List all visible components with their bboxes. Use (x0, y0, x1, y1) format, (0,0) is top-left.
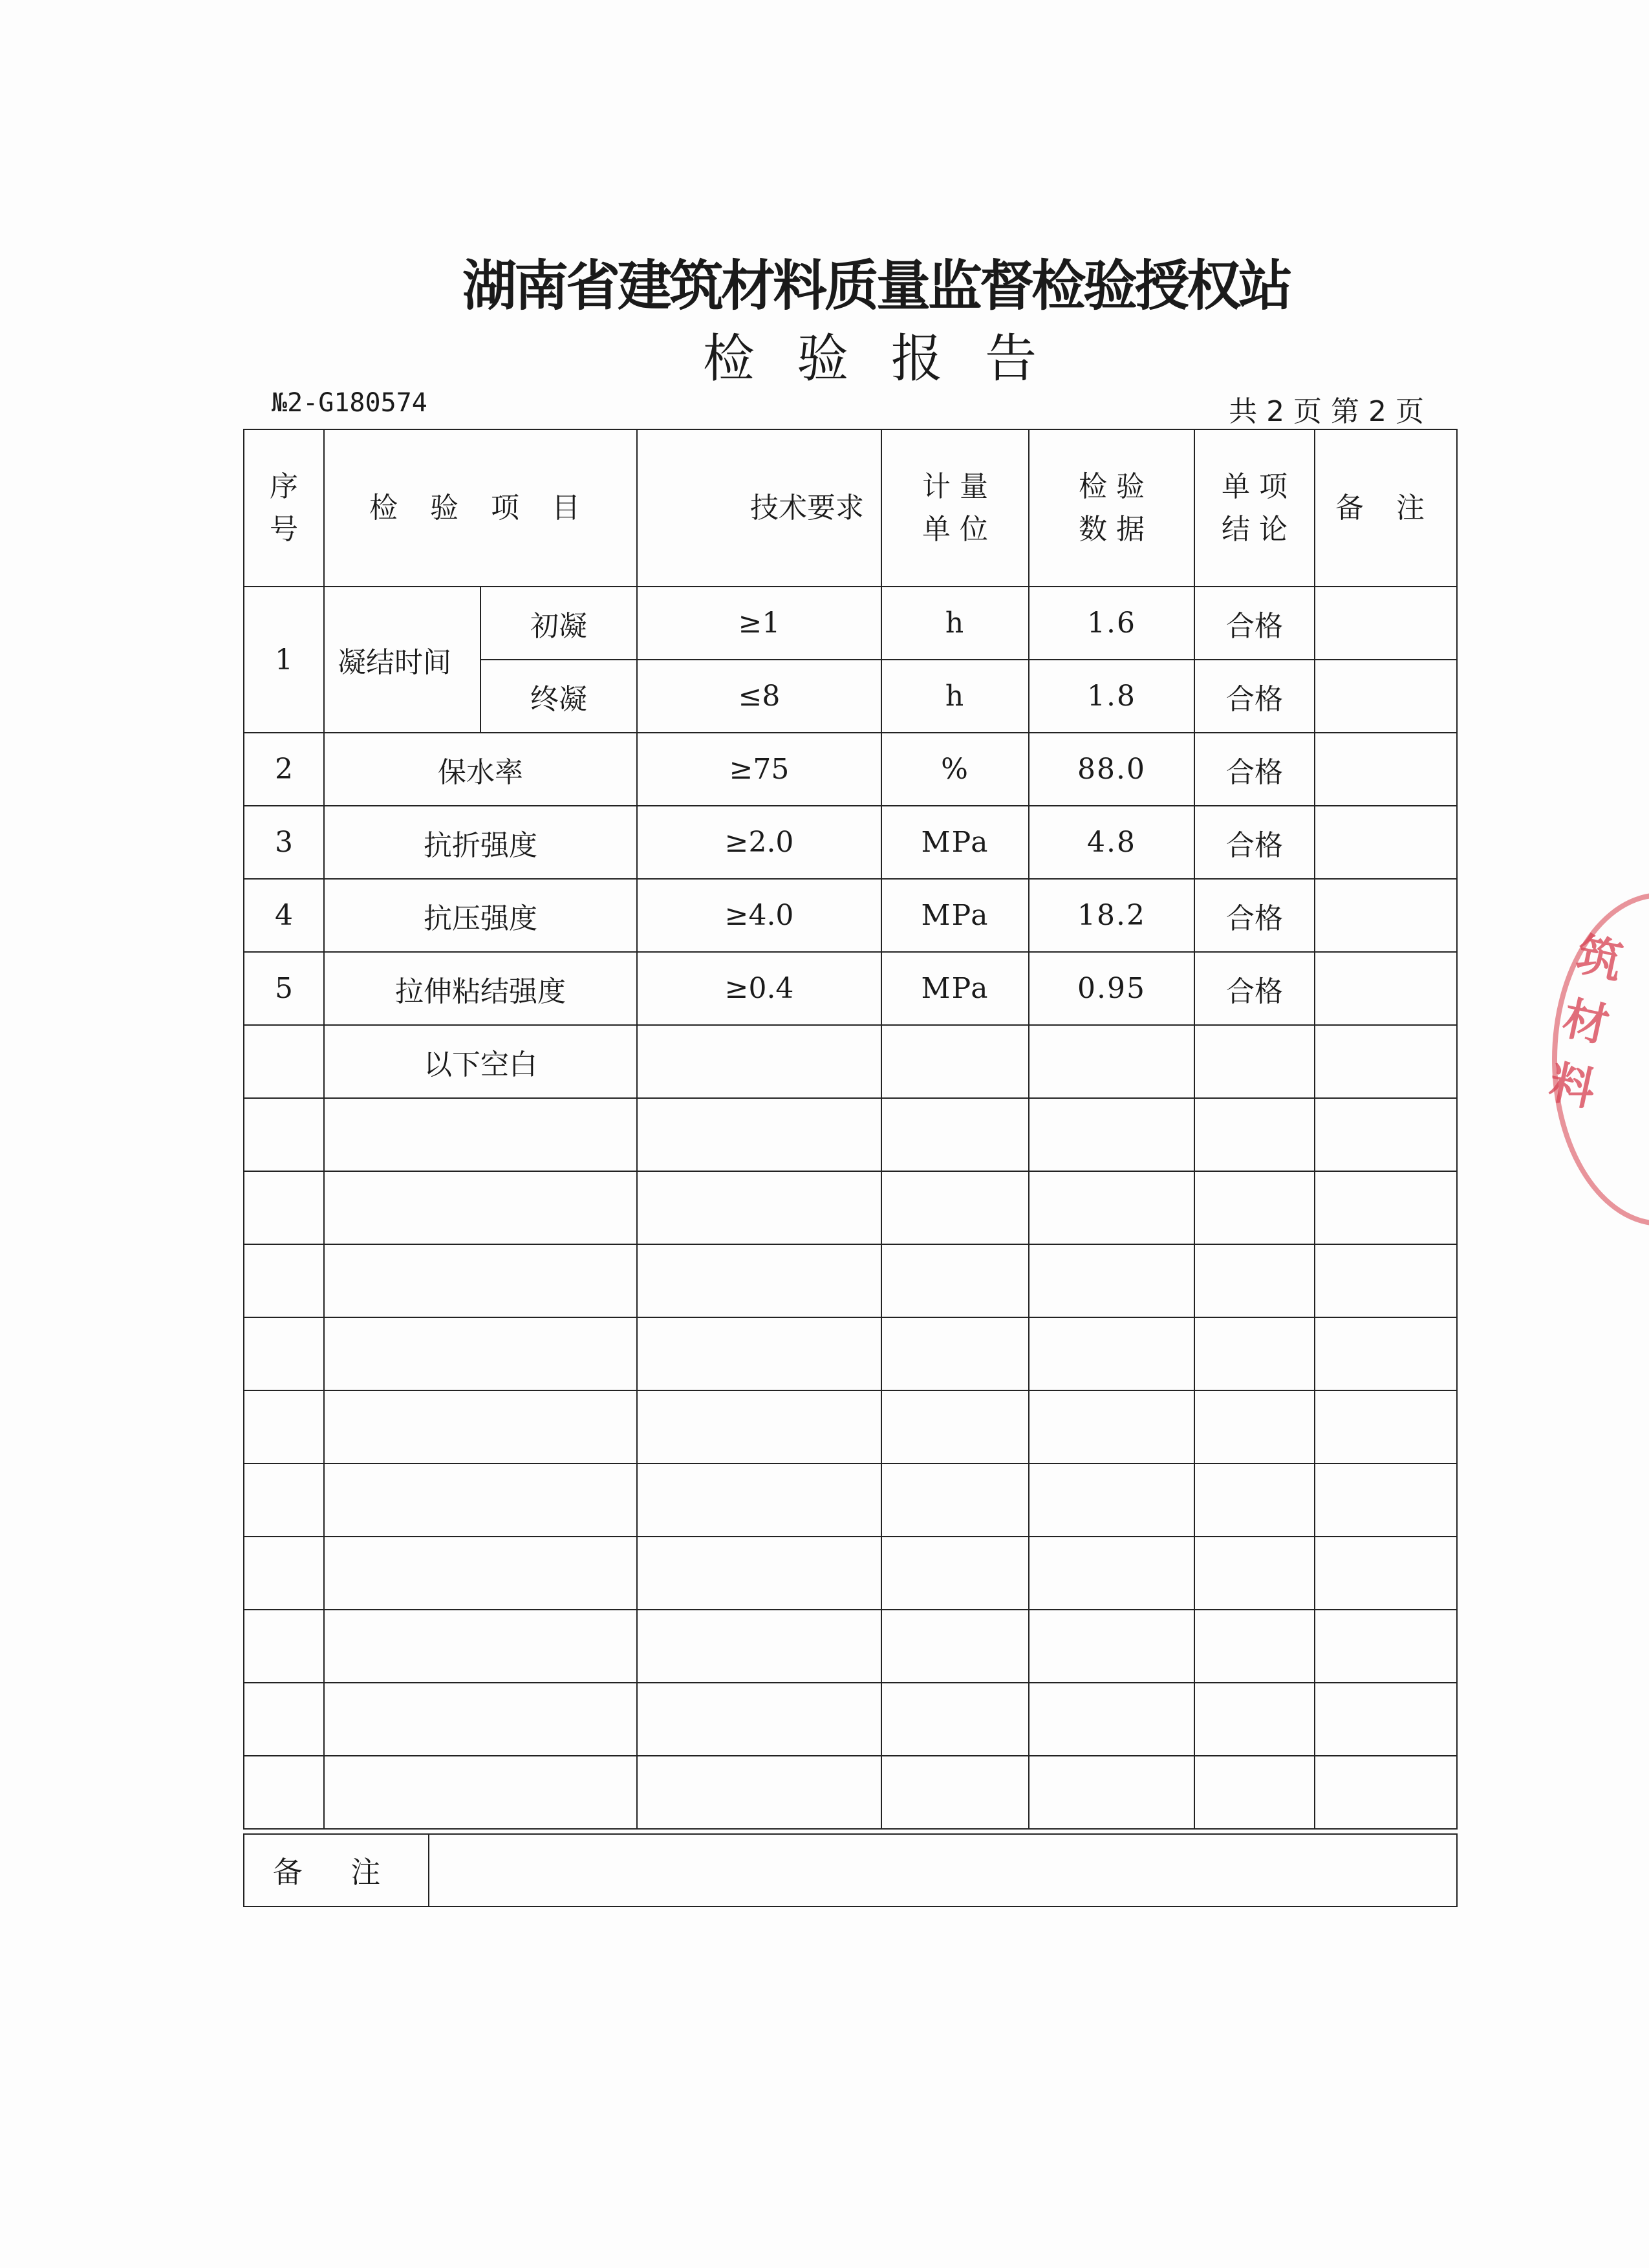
value-cell: 1.8 (1029, 660, 1194, 733)
table-row (244, 733, 1457, 806)
empty-row (244, 1390, 1457, 1463)
seq-cell: 5 (244, 952, 324, 1025)
header-row (244, 429, 1457, 587)
group-name-cell: 凝结时间 (324, 587, 480, 733)
note-cell (1315, 806, 1457, 879)
unit-cell: % (881, 733, 1029, 806)
note-cell (1315, 1025, 1457, 1098)
report-title: 检 验 报 告 (702, 329, 1050, 389)
col-header-note: 备 注 (1315, 429, 1457, 587)
result-cell: 合格 (1194, 879, 1315, 952)
requirement-cell: ≥75 (637, 733, 881, 806)
result-cell: 合格 (1194, 806, 1315, 879)
table-row (244, 587, 1457, 660)
remark-label: 备 注 (244, 1834, 429, 1906)
empty-row (244, 1244, 1457, 1317)
empty-row (244, 1317, 1457, 1390)
unit-cell: h (881, 587, 1029, 660)
note-cell (1315, 587, 1457, 660)
result-cell (1194, 1025, 1315, 1098)
item-cell: 拉伸粘结强度 (324, 952, 637, 1025)
table-row (244, 879, 1457, 952)
remark-table (243, 1833, 1458, 1907)
note-cell (1315, 660, 1457, 733)
table-row (244, 806, 1457, 879)
requirement-cell: ≥1 (637, 587, 881, 660)
requirement-cell: ≥2.0 (637, 806, 881, 879)
col-header-conclusion: 单 项 结 论 (1194, 429, 1315, 587)
unit-cell: MPa (881, 879, 1029, 952)
item-cell: 抗折强度 (324, 806, 637, 879)
end-marker-cell: 以下空白 (324, 1025, 637, 1098)
note-cell (1315, 952, 1457, 1025)
empty-row (244, 1463, 1457, 1537)
sub-item-cell: 终凝 (480, 660, 637, 733)
unit-cell: h (881, 660, 1029, 733)
inspection-table (243, 429, 1458, 1830)
value-cell (1029, 1025, 1194, 1098)
seq-cell: 2 (244, 733, 324, 806)
value-cell: 88.0 (1029, 733, 1194, 806)
report-number: №2-G180574 (272, 388, 427, 418)
empty-row (244, 1171, 1457, 1244)
result-cell: 合格 (1194, 587, 1315, 660)
value-cell: 4.8 (1029, 806, 1194, 879)
requirement-cell: ≥0.4 (637, 952, 881, 1025)
empty-row (244, 1098, 1457, 1171)
col-header-data: 检 验 数 据 (1029, 429, 1194, 587)
value-cell: 0.95 (1029, 952, 1194, 1025)
result-cell: 合格 (1194, 660, 1315, 733)
empty-row (244, 1683, 1457, 1756)
official-seal-text: 筑材料 (1544, 927, 1628, 1117)
empty-row (244, 1756, 1457, 1829)
value-cell: 1.6 (1029, 587, 1194, 660)
result-cell: 合格 (1194, 733, 1315, 806)
item-cell: 保水率 (324, 733, 637, 806)
col-header-unit: 计 量 单 位 (881, 429, 1029, 587)
report-org-title: 湖南省建筑材料质量监督检验授权站 (462, 254, 1290, 318)
requirement-cell: ≥4.0 (637, 879, 881, 952)
col-header-seq: 序 号 (244, 429, 324, 587)
empty-row (244, 1537, 1457, 1610)
remark-value (429, 1834, 1457, 1906)
page-info: 共 2 页 第 2 页 (1229, 395, 1424, 428)
result-cell: 合格 (1194, 952, 1315, 1025)
unit-cell: MPa (881, 952, 1029, 1025)
value-cell: 18.2 (1029, 879, 1194, 952)
note-cell (1315, 879, 1457, 952)
requirement-cell (637, 1025, 881, 1098)
note-cell (1315, 733, 1457, 806)
empty-row (244, 1610, 1457, 1683)
seq-cell: 1 (244, 587, 324, 733)
table-row (244, 1025, 1457, 1098)
unit-cell: MPa (881, 806, 1029, 879)
seq-cell (244, 1025, 324, 1098)
seq-cell: 3 (244, 806, 324, 879)
requirement-cell: ≤8 (637, 660, 881, 733)
col-header-requirement: 技术要求 (637, 429, 881, 587)
seq-cell: 4 (244, 879, 324, 952)
item-cell: 抗压强度 (324, 879, 637, 952)
col-header-item: 检 验 项 目 (324, 429, 637, 587)
unit-cell (881, 1025, 1029, 1098)
table-row (244, 952, 1457, 1025)
sub-item-cell: 初凝 (480, 587, 637, 660)
